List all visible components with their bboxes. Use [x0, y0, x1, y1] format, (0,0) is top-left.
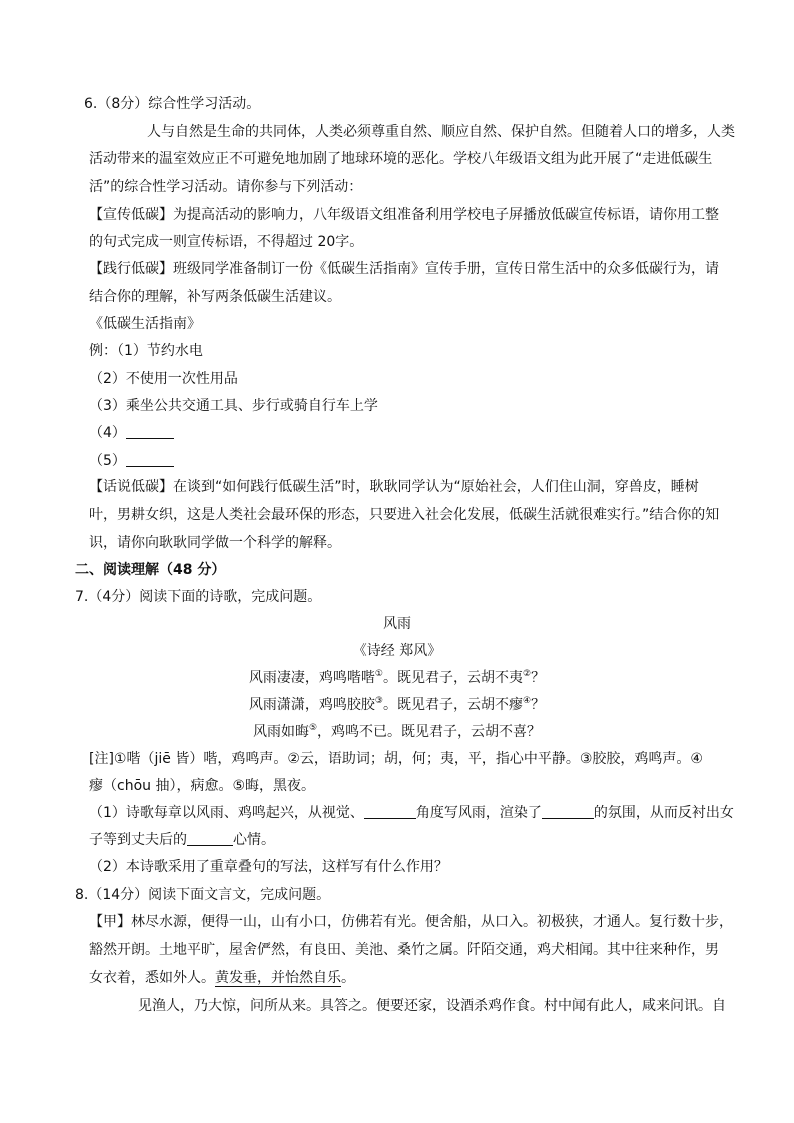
q6-talk-line3: 识，请你向耿耿同学做一个科学的解释。 — [89, 535, 341, 551]
poem-notes-line2: 瘳（chōu 抽），病愈。⑤晦，黑夜。 — [89, 778, 316, 794]
answer-blank[interactable] — [187, 831, 233, 846]
passage-line2: 豁然开朗。土地平旷，屋舍俨然，有良田、美池、桑竹之属。阡陌交通，鸡犬相闻。其中往来种作，男 — [89, 942, 719, 958]
q6-heading: 6.（8分）综合性学习活动。 — [84, 96, 261, 112]
q7-sub1-line2: 子等到丈夫后的 心情。 — [89, 832, 275, 848]
q6-intro-line3: 活”的综合性学习活动。请你参与下列活动： — [89, 179, 363, 195]
q6-talk-line2: 叶，男耕女织，这是人类社会最环保的形态，只要进入社会化发展，低碳生活就很难实行。”结合你的知 — [89, 507, 720, 523]
poem-source: 《诗经 郑风》 — [352, 643, 442, 659]
q6-promo-line2: 的句式完成一则宣传标语，不得超过 20字。 — [89, 234, 364, 250]
q6-intro-line2: 活动带来的温室效应正不可避免地加剧了地球环境的恶化。学校八年级语文组为此开展了“走进低碳生 — [89, 151, 713, 167]
q7-heading: 7.（4分）阅读下面的诗歌，完成问题。 — [75, 589, 322, 605]
poem-notes-line1: [注]①喈（jiē 皆）喈，鸡鸣声。②云，语助词；胡，何；夷，平，指心中平静。③胶胶，鸡鸣声。④ — [89, 751, 703, 767]
poem-line-2: 风雨潇潇，鸡鸣胶胶③。既见君子，云胡不瘳④？ — [248, 696, 546, 713]
answer-blank[interactable] — [126, 452, 174, 467]
q7-sub1-line1: （1）诗歌每章以风雨、鸡鸣起兴，从视觉、 角度写风雨，渲染了 的氛围，从而反衬出女 — [89, 805, 734, 821]
poem-line-3: 风雨如晦⑤，鸡鸣不已。既见君子，云胡不喜？ — [252, 723, 542, 740]
q6-intro-line1: 人与自然是生命的共同体，人类必须尊重自然、顺应自然、保护自然。但随着人口的增多，人类 — [147, 124, 735, 140]
guide-blank-4: （4） — [89, 423, 794, 443]
guide-example-1: 例：（1）节约水电 — [89, 343, 203, 359]
underlined-sentence: 黄发垂，并怡然自乐 — [215, 970, 341, 986]
section-reading-heading: 二、阅读理解（48 分） — [75, 562, 226, 578]
passage-line4: 见渔人，乃大惊，问所从来。具答之。便要还家，设酒杀鸡作食。村中闻有此人，咸来问讯。自 — [138, 998, 726, 1014]
poem-title: 风雨 — [383, 616, 411, 632]
q6-promo-line1: 【宣传低碳】为提高活动的影响力，八年级语文组准备利用学校电子屏播放低碳宣传标语，请你用工整 — [89, 207, 719, 223]
guide-example-3: （3）乘坐公共交通工具、步行或骑自行车上学 — [89, 398, 378, 414]
passage-line3: 女衣着，悉如外人。黄发垂，并怡然自乐。 — [89, 970, 355, 986]
q6-talk-line1: 【话说低碳】在谈到“如何践行低碳生活”时，耿耿同学认为“原始社会，人们住山洞，穿兽皮，睡树 — [89, 479, 699, 495]
answer-blank[interactable] — [364, 804, 416, 819]
answer-blank[interactable] — [126, 424, 174, 439]
guide-title: 《低碳生活指南》 — [89, 316, 201, 332]
q6-practice-line2: 结合你的理解，补写两条低碳生活建议。 — [89, 289, 341, 305]
poem-line-1: 风雨凄凄，鸡鸣喈喈①。既见君子，云胡不夷②？ — [248, 669, 546, 686]
q8-heading: 8.（14分）阅读下面文言文，完成问题。 — [75, 887, 331, 903]
passage-line1: 【甲】林尽水源，便得一山，山有小口，仿佛若有光。便舍船，从口入。初极狭，才通人。复行数十步， — [89, 914, 733, 930]
q6-practice-line1: 【践行低碳】班级同学准备制订一份《低碳生活指南》宣传手册，宣传日常生活中的众多低碳行为，请 — [89, 261, 719, 277]
guide-blank-5: （5） — [89, 451, 794, 471]
answer-blank[interactable] — [542, 804, 594, 819]
guide-example-2: （2）不使用一次性用品 — [89, 371, 238, 387]
q7-sub2: （2）本诗歌采用了重章叠句的写法，这样写有什么作用？ — [89, 859, 448, 875]
